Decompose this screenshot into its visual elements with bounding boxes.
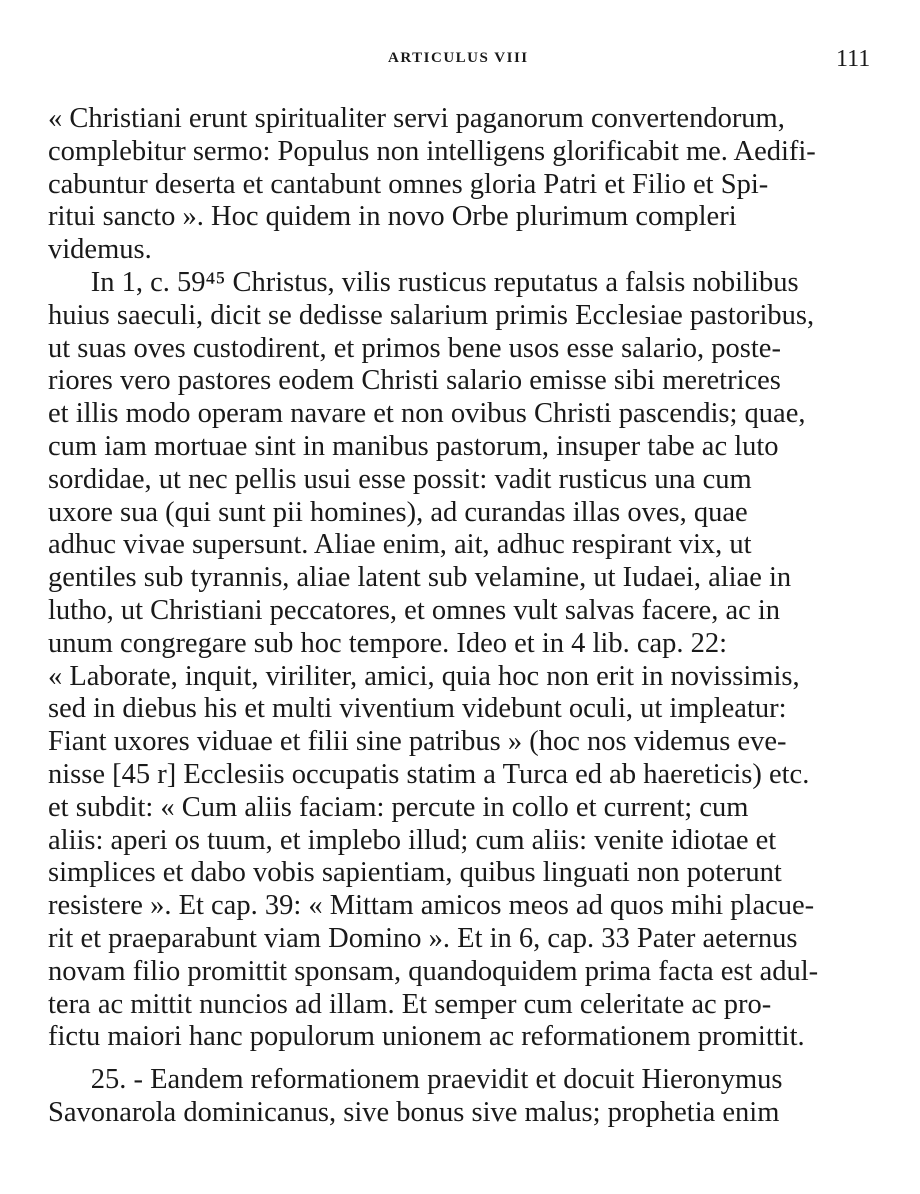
text-line: uxore sua (qui sunt pii homines), ad curandas illas oves, quae	[48, 496, 748, 528]
text-line: et subdit: « Cum aliis faciam: percute in collo et current; cum	[48, 791, 749, 823]
text-line: « Laborate, inquit, viriliter, amici, quia hoc non erit in novissimis,	[48, 660, 800, 692]
body-text	[48, 103, 878, 1130]
text-line: ut suas oves custodirent, et primos bene usos esse salario, poste-	[48, 332, 781, 364]
text-line: ritui sancto ». Hoc quidem in novo Orbe plurimum compleri	[48, 201, 737, 233]
text-line: cum iam mortuae sint in manibus pastorum, insuper tabe ac luto	[48, 430, 779, 462]
text-line: lutho, ut Christiani peccatores, et omnes vult salvas facere, ac in	[48, 594, 781, 626]
text-line: riores vero pastores eodem Christi salario emisse sibi meretrices	[48, 365, 781, 397]
text-line: adhuc vivae supersunt. Aliae enim, ait, adhuc respirant vix, ut	[48, 529, 752, 561]
text-line: aliis: aperi os tuum, et implebo illud; cum aliis: venite idiotae et	[48, 824, 777, 856]
text-line: videmus.	[48, 234, 152, 266]
text-line: novam filio promittit sponsam, quandoquidem prima facta est adul-	[48, 955, 819, 987]
text-line: cabuntur deserta et cantabunt omnes gloria Patri et Filio et Spi-	[48, 168, 769, 200]
text-line: Savonarola dominicanus, sive bonus sive malus; prophetia enim	[48, 1096, 780, 1128]
running-head: ARTICULUS VIII	[388, 50, 529, 66]
text-line: resistere ». Et cap. 39: « Mittam amicos meos ad quos mihi placue-	[48, 890, 815, 922]
text-line: sed in diebus his et multi viventium videbunt oculi, ut impleatur:	[48, 693, 787, 725]
text-line: rit et praeparabunt viam Domino ». Et in 6, cap. 33 Pater aeternus	[48, 922, 798, 954]
paragraph-2	[48, 267, 878, 1054]
text-line: « Christiani erunt spiritualiter servi paganorum convertendorum,	[48, 103, 785, 134]
page-number: 111	[836, 46, 871, 72]
text-line: Fiant uxores viduae et filii sine patribus » (hoc nos videmus eve-	[48, 726, 787, 758]
text-line: huius saeculi, dicit se dedisse salarium primis Ecclesiae pastoribus,	[48, 299, 815, 331]
text-line: simplices et dabo vobis sapientiam, quibus linguati non poterunt	[48, 857, 782, 889]
text-line: fictu maiori hanc populorum unionem ac reformationem promittit.	[48, 1021, 805, 1053]
text-line: unum congregare sub hoc tempore. Ideo et in 4 lib. cap. 22:	[48, 627, 728, 659]
text-line: gentiles sub tyrannis, aliae latent sub velamine, ut Iudaei, aliae in	[48, 562, 792, 594]
text-line: sordidae, ut nec pellis usui esse possit: vadit rusticus una cum	[48, 463, 752, 495]
paragraph-spacer	[48, 1054, 878, 1064]
text-line: 25. - Eandem reformationem praevidit et docuit Hieronymus	[48, 1064, 783, 1096]
paragraph-1	[48, 103, 878, 267]
text-line: complebitur sermo: Populus non intelligens glorificabit me. Aedifi-	[48, 135, 816, 167]
text-line: tera ac mittit nuncios ad illam. Et semper cum celeritate ac pro-	[48, 988, 772, 1020]
paragraph-3	[48, 1064, 878, 1130]
text-line: In 1, c. 59⁴⁵ Christus, vilis rusticus reputatus a falsis nobilibus	[48, 266, 799, 298]
text-line: et illis modo operam navare et non ovibus Christi pascendis; quae,	[48, 398, 806, 430]
text-line: nisse [45 r] Ecclesiis occupatis statim a Turca ed ab haereticis) etc.	[48, 758, 810, 790]
